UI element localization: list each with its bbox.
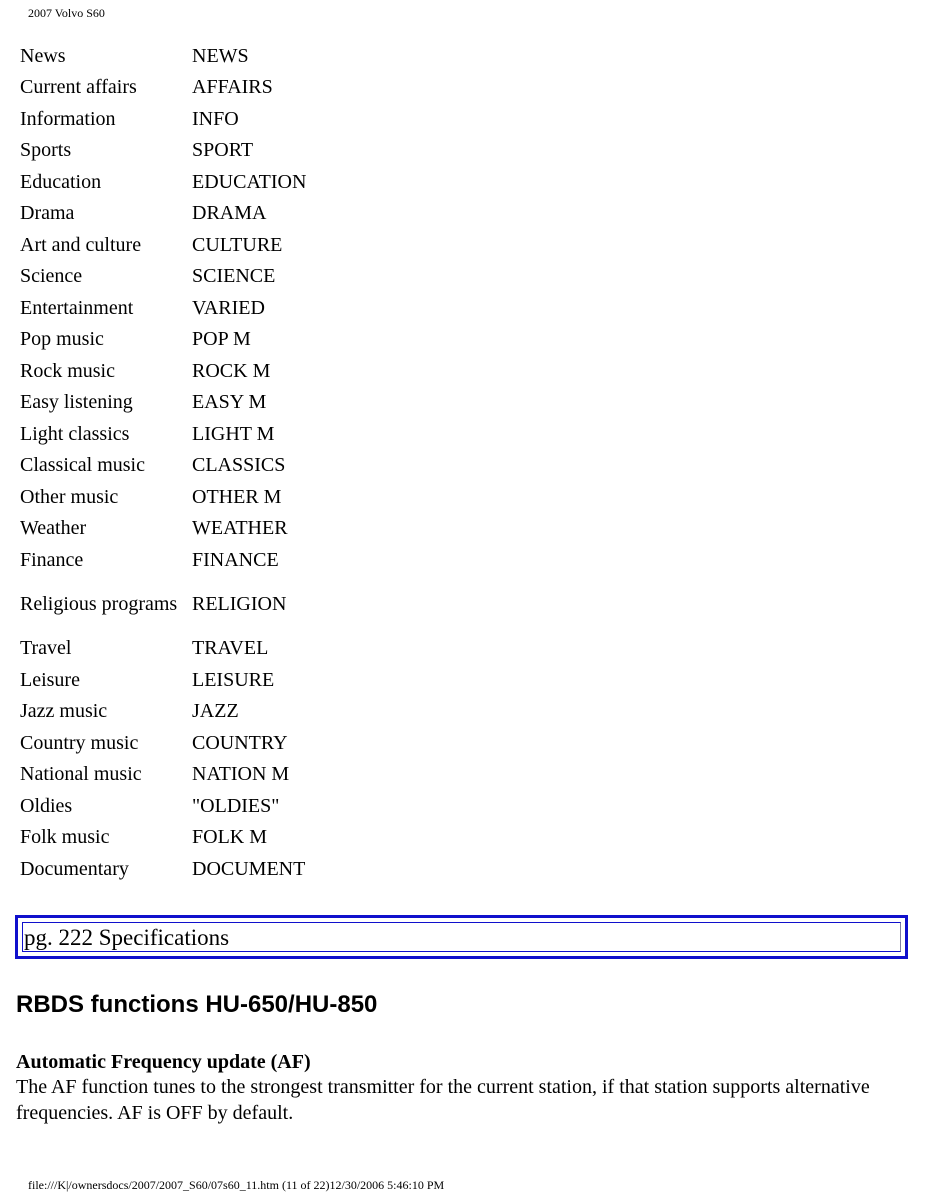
- table-row: [20, 853, 306, 885]
- program-type-code: DOCUMENT: [192, 857, 306, 880]
- program-type-code: SCIENCE: [192, 265, 276, 288]
- table-row: [20, 633, 306, 665]
- program-type-code: EASY M: [192, 391, 267, 414]
- program-type-name: Classical music: [20, 454, 145, 477]
- table-row: [20, 40, 306, 72]
- program-type-name: Entertainment: [20, 296, 134, 319]
- program-type-name: Information: [20, 107, 116, 130]
- table-row: [20, 513, 306, 545]
- page-reference-box: [15, 915, 908, 959]
- program-type-name: Country music: [20, 731, 139, 754]
- program-type-code: NATION M: [192, 763, 290, 786]
- table-row: [20, 450, 306, 482]
- program-type-code: AFFAIRS: [192, 76, 273, 99]
- program-type-name: Weather: [20, 517, 87, 540]
- program-type-name: Light classics: [20, 422, 130, 445]
- program-type-code: WEATHER: [192, 517, 288, 540]
- table-row: [20, 759, 306, 791]
- program-type-name: Pop music: [20, 328, 104, 351]
- table-row: [20, 324, 306, 356]
- table-row: [20, 696, 306, 728]
- program-type-code: VARIED: [192, 296, 265, 319]
- table-row: [20, 229, 306, 261]
- program-type-name: Other music: [20, 485, 119, 508]
- program-type-name: Documentary: [20, 857, 129, 880]
- program-type-name: Oldies: [20, 794, 73, 817]
- program-type-code: INFO: [192, 107, 239, 130]
- table-row: [20, 72, 306, 104]
- program-type-name: Rock music: [20, 359, 115, 382]
- program-type-name: Finance: [20, 548, 84, 571]
- program-type-code: TRAVEL: [192, 637, 269, 660]
- program-type-code: FOLK M: [192, 826, 268, 849]
- table-row: [20, 292, 306, 324]
- program-type-code: EDUCATION: [192, 170, 307, 193]
- program-type-name: Religious programs: [20, 593, 178, 615]
- program-type-name: Current affairs: [20, 76, 137, 99]
- program-type-name: Education: [20, 170, 102, 193]
- document-footer: file:///K|/ownersdocs/2007/2007_S60/07s60_11.htm (11 of 22)12/30/2006 5:46:10 PM: [28, 1178, 445, 1192]
- program-type-table-body: [20, 40, 306, 885]
- program-type-code: "OLDIES": [192, 794, 280, 817]
- program-type-code: CLASSICS: [192, 454, 286, 477]
- table-row: [20, 355, 306, 387]
- program-type-code: FINANCE: [192, 548, 279, 571]
- program-type-name: Jazz music: [20, 700, 108, 723]
- table-row: [20, 727, 306, 759]
- program-type-code: POP M: [192, 328, 251, 351]
- table-row: [20, 790, 306, 822]
- program-type-name: Drama: [20, 202, 75, 225]
- program-type-name: Leisure: [20, 668, 80, 691]
- program-type-table: [20, 40, 306, 885]
- program-type-code: OTHER M: [192, 485, 282, 508]
- program-type-name: Easy listening: [20, 391, 133, 414]
- body-paragraph: The AF function tunes to the strongest transmitter for the current station, if that station supports alternative frequencies. AF is OFF by default.: [16, 1076, 870, 1124]
- program-type-code: NEWS: [192, 44, 249, 67]
- program-type-name: Art and culture: [20, 233, 142, 256]
- program-type-code: LIGHT M: [192, 422, 275, 445]
- program-type-code: CULTURE: [192, 233, 283, 256]
- page-reference-text: pg. 222 Specifications: [24, 925, 230, 950]
- program-type-code: ROCK M: [192, 359, 271, 382]
- table-row: [20, 135, 306, 167]
- program-type-name: Folk music: [20, 826, 110, 849]
- program-type-name: Sports: [20, 139, 72, 162]
- table-row: [20, 166, 306, 198]
- table-row: [20, 103, 306, 135]
- table-row: [20, 664, 306, 696]
- program-type-name: National music: [20, 763, 142, 786]
- program-type-code: COUNTRY: [192, 731, 288, 754]
- table-row: [20, 418, 306, 450]
- section-title: RBDS functions HU-650/HU-850: [16, 991, 378, 1018]
- program-type-code: DRAMA: [192, 202, 267, 225]
- subsection-title: Automatic Frequency update (AF): [16, 1051, 311, 1073]
- program-type-code: RELIGION: [192, 593, 287, 615]
- program-type-name: Science: [20, 265, 83, 288]
- program-type-code: LEISURE: [192, 668, 275, 691]
- table-row: [20, 481, 306, 513]
- program-type-name: Travel: [20, 637, 72, 660]
- document-header: 2007 Volvo S60: [28, 6, 105, 20]
- program-type-code: SPORT: [192, 139, 254, 162]
- table-row: [20, 198, 306, 230]
- table-row: [20, 387, 306, 419]
- table-row: [20, 822, 306, 854]
- table-row: [20, 544, 306, 576]
- program-type-code: JAZZ: [192, 700, 239, 723]
- program-type-name: News: [20, 44, 66, 67]
- table-row: [20, 261, 306, 293]
- table-row: [20, 576, 306, 633]
